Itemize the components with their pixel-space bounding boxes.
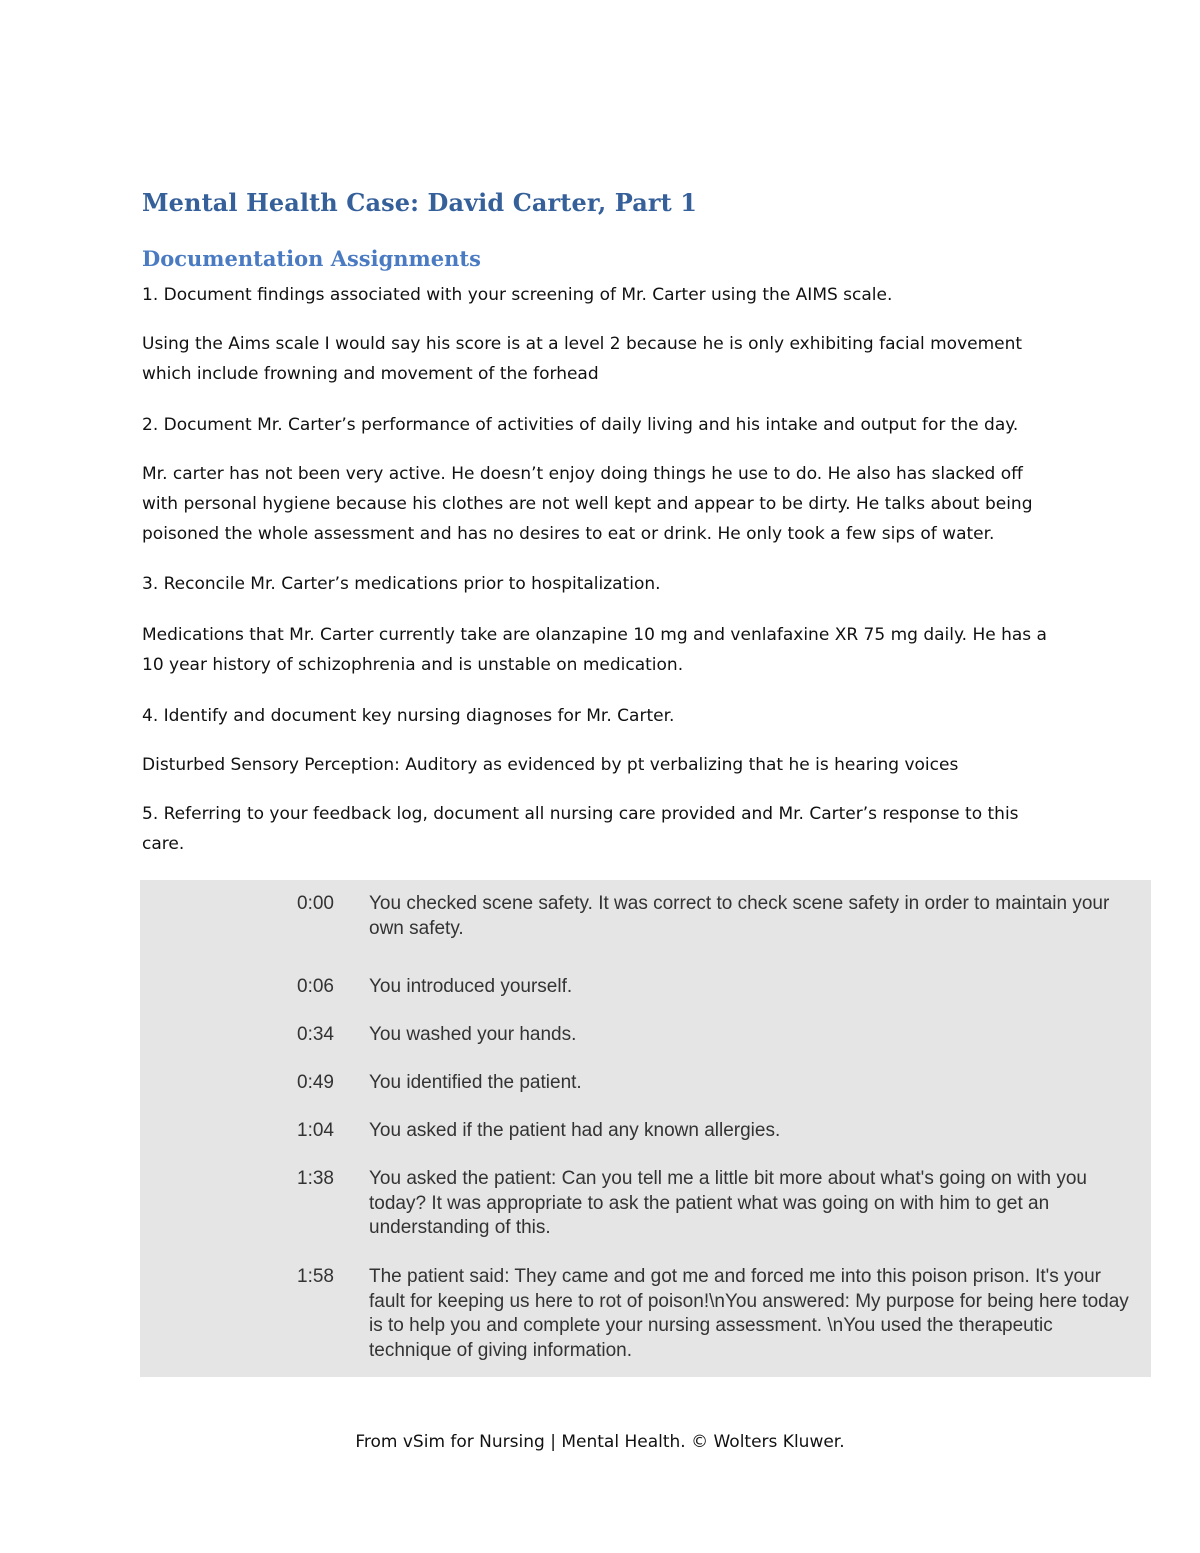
question-2: 2. Document Mr. Carter’s performance of activities of daily living and his intake and output for the day. (142, 415, 1019, 435)
log-text: You checked scene safety. It was correct to check scene safety in order to maintain your own safety. (369, 893, 1110, 939)
log-text: You asked if the patient had any known allergies. (369, 1120, 781, 1141)
log-time: 1:38 (297, 1168, 334, 1189)
log-time: 1:04 (297, 1120, 334, 1141)
log-time: 0:06 (297, 976, 334, 997)
log-time: 1:58 (297, 1266, 334, 1287)
feedback-log-table (140, 880, 1151, 1377)
log-text: You introduced yourself. (369, 976, 573, 997)
answer-2: Mr. carter has not been very active. He doesn’t enjoy doing things he use to do. He also has slacked off with personal hygiene because his clothes are not well kept and appear to be dirty. He talks about being poisoned the whole assessment and has no desires to eat or drink. He only took a few sips of water. (142, 464, 1033, 544)
log-text: You identified the patient. (369, 1072, 582, 1093)
question-4: 4. Identify and document key nursing diagnoses for Mr. Carter. (142, 706, 675, 726)
log-text: You asked the patient: Can you tell me a little bit more about what's going on with you today? It was appropriate to ask the patient what was going on with him to get an understanding of this. (369, 1168, 1087, 1238)
question-3: 3. Reconcile Mr. Carter’s medications prior to hospitalization. (142, 574, 661, 594)
log-time: 0:34 (297, 1024, 334, 1045)
question-1: 1. Document findings associated with your screening of Mr. Carter using the AIMS scale. (142, 285, 893, 305)
question-5: 5. Referring to your feedback log, document all nursing care provided and Mr. Carter’s response to this care. (142, 804, 1019, 854)
answer-4: Disturbed Sensory Perception: Auditory as evidenced by pt verbalizing that he is hearing voices (142, 755, 959, 775)
log-time: 0:49 (297, 1072, 334, 1093)
answer-1: Using the Aims scale I would say his score is at a level 2 because he is only exhibiting facial movement which include frowning and movement of the forhead (142, 334, 1023, 384)
page-footer: From vSim for Nursing | Mental Health. © Wolters Kluwer. (355, 1432, 845, 1452)
document-title: Mental Health Case: David Carter, Part 1 (142, 188, 698, 217)
log-text: The patient said: They came and got me and forced me into this poison prison. It's your fault for keeping us here to rot of poison!\nYou answered: My purpose for being here today is to help you and complete your nursing assessment. \nYou used the therapeutic technique of giving information. (369, 1266, 1129, 1361)
answer-3: Medications that Mr. Carter currently take are olanzapine 10 mg and venlafaxine XR 75 mg daily. He has a 10 year history of schizophrenia and is unstable on medication. (142, 625, 1047, 675)
log-time: 0:00 (297, 893, 334, 914)
section-heading: Documentation Assignments (142, 246, 481, 271)
log-text: You washed your hands. (369, 1024, 577, 1045)
